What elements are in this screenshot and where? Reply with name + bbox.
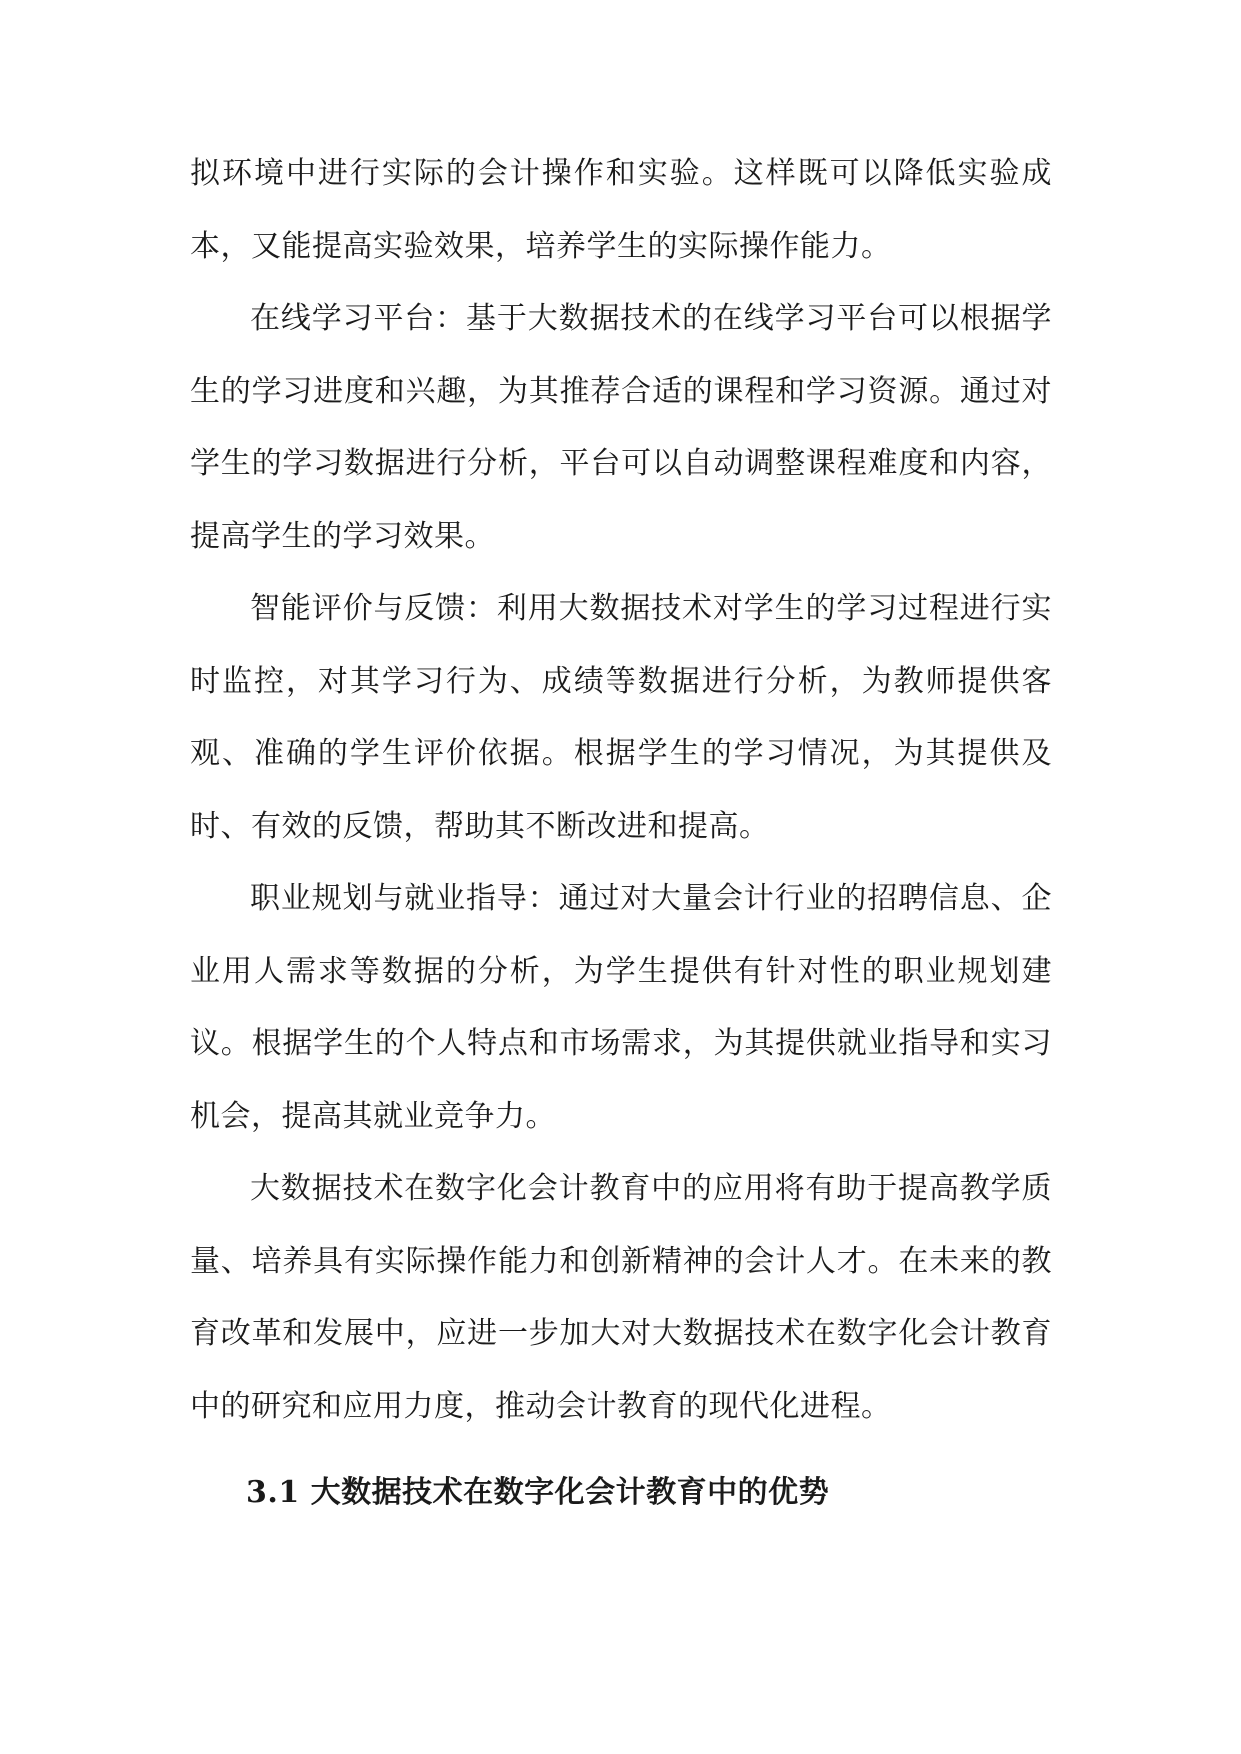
section-heading: 3.1 大数据技术在数字化会计教育中的优势 [246,1475,830,1510]
paragraph-conclusion: 大数据技术在数字化会计教育中的应用将有助于提高教学质量、培养具有实际操作能力和创新精神的会计人才。在未来的教育改革和发展中，应进一步加大对大数据技术在数字化会计教育中的研究和应用力度，推动会计教育的现代化进程。 [190,1171,1052,1424]
document-body [190,138,1052,1443]
paragraph-online-learning: 在线学习平台：基于大数据技术的在线学习平台可以根据学生的学习进度和兴趣，为其推荐合适的课程和学习资源。通过对学生的学习数据进行分析，平台可以自动调整课程难度和内容，提高学生的学习效果。 [190,301,1052,554]
paragraph-career-planning: 职业规划与就业指导：通过对大量会计行业的招聘信息、企业用人需求等数据的分析，为学生提供有针对性的职业规划建议。根据学生的个人特点和市场需求，为其提供就业指导和实习机会，提高其就业竞争力。 [190,881,1052,1134]
paragraph-continuation: 拟环境中进行实际的会计操作和实验。这样既可以降低实验成本，又能提高实验效果，培养学生的实际操作能力。 [190,156,1052,264]
paragraph-smart-evaluation: 智能评价与反馈：利用大数据技术对学生的学习过程进行实时监控，对其学习行为、成绩等数据进行分析，为教师提供客观、准确的学生评价依据。根据学生的学习情况，为其提供及时、有效的反馈，帮助其不断改进和提高。 [190,591,1052,844]
